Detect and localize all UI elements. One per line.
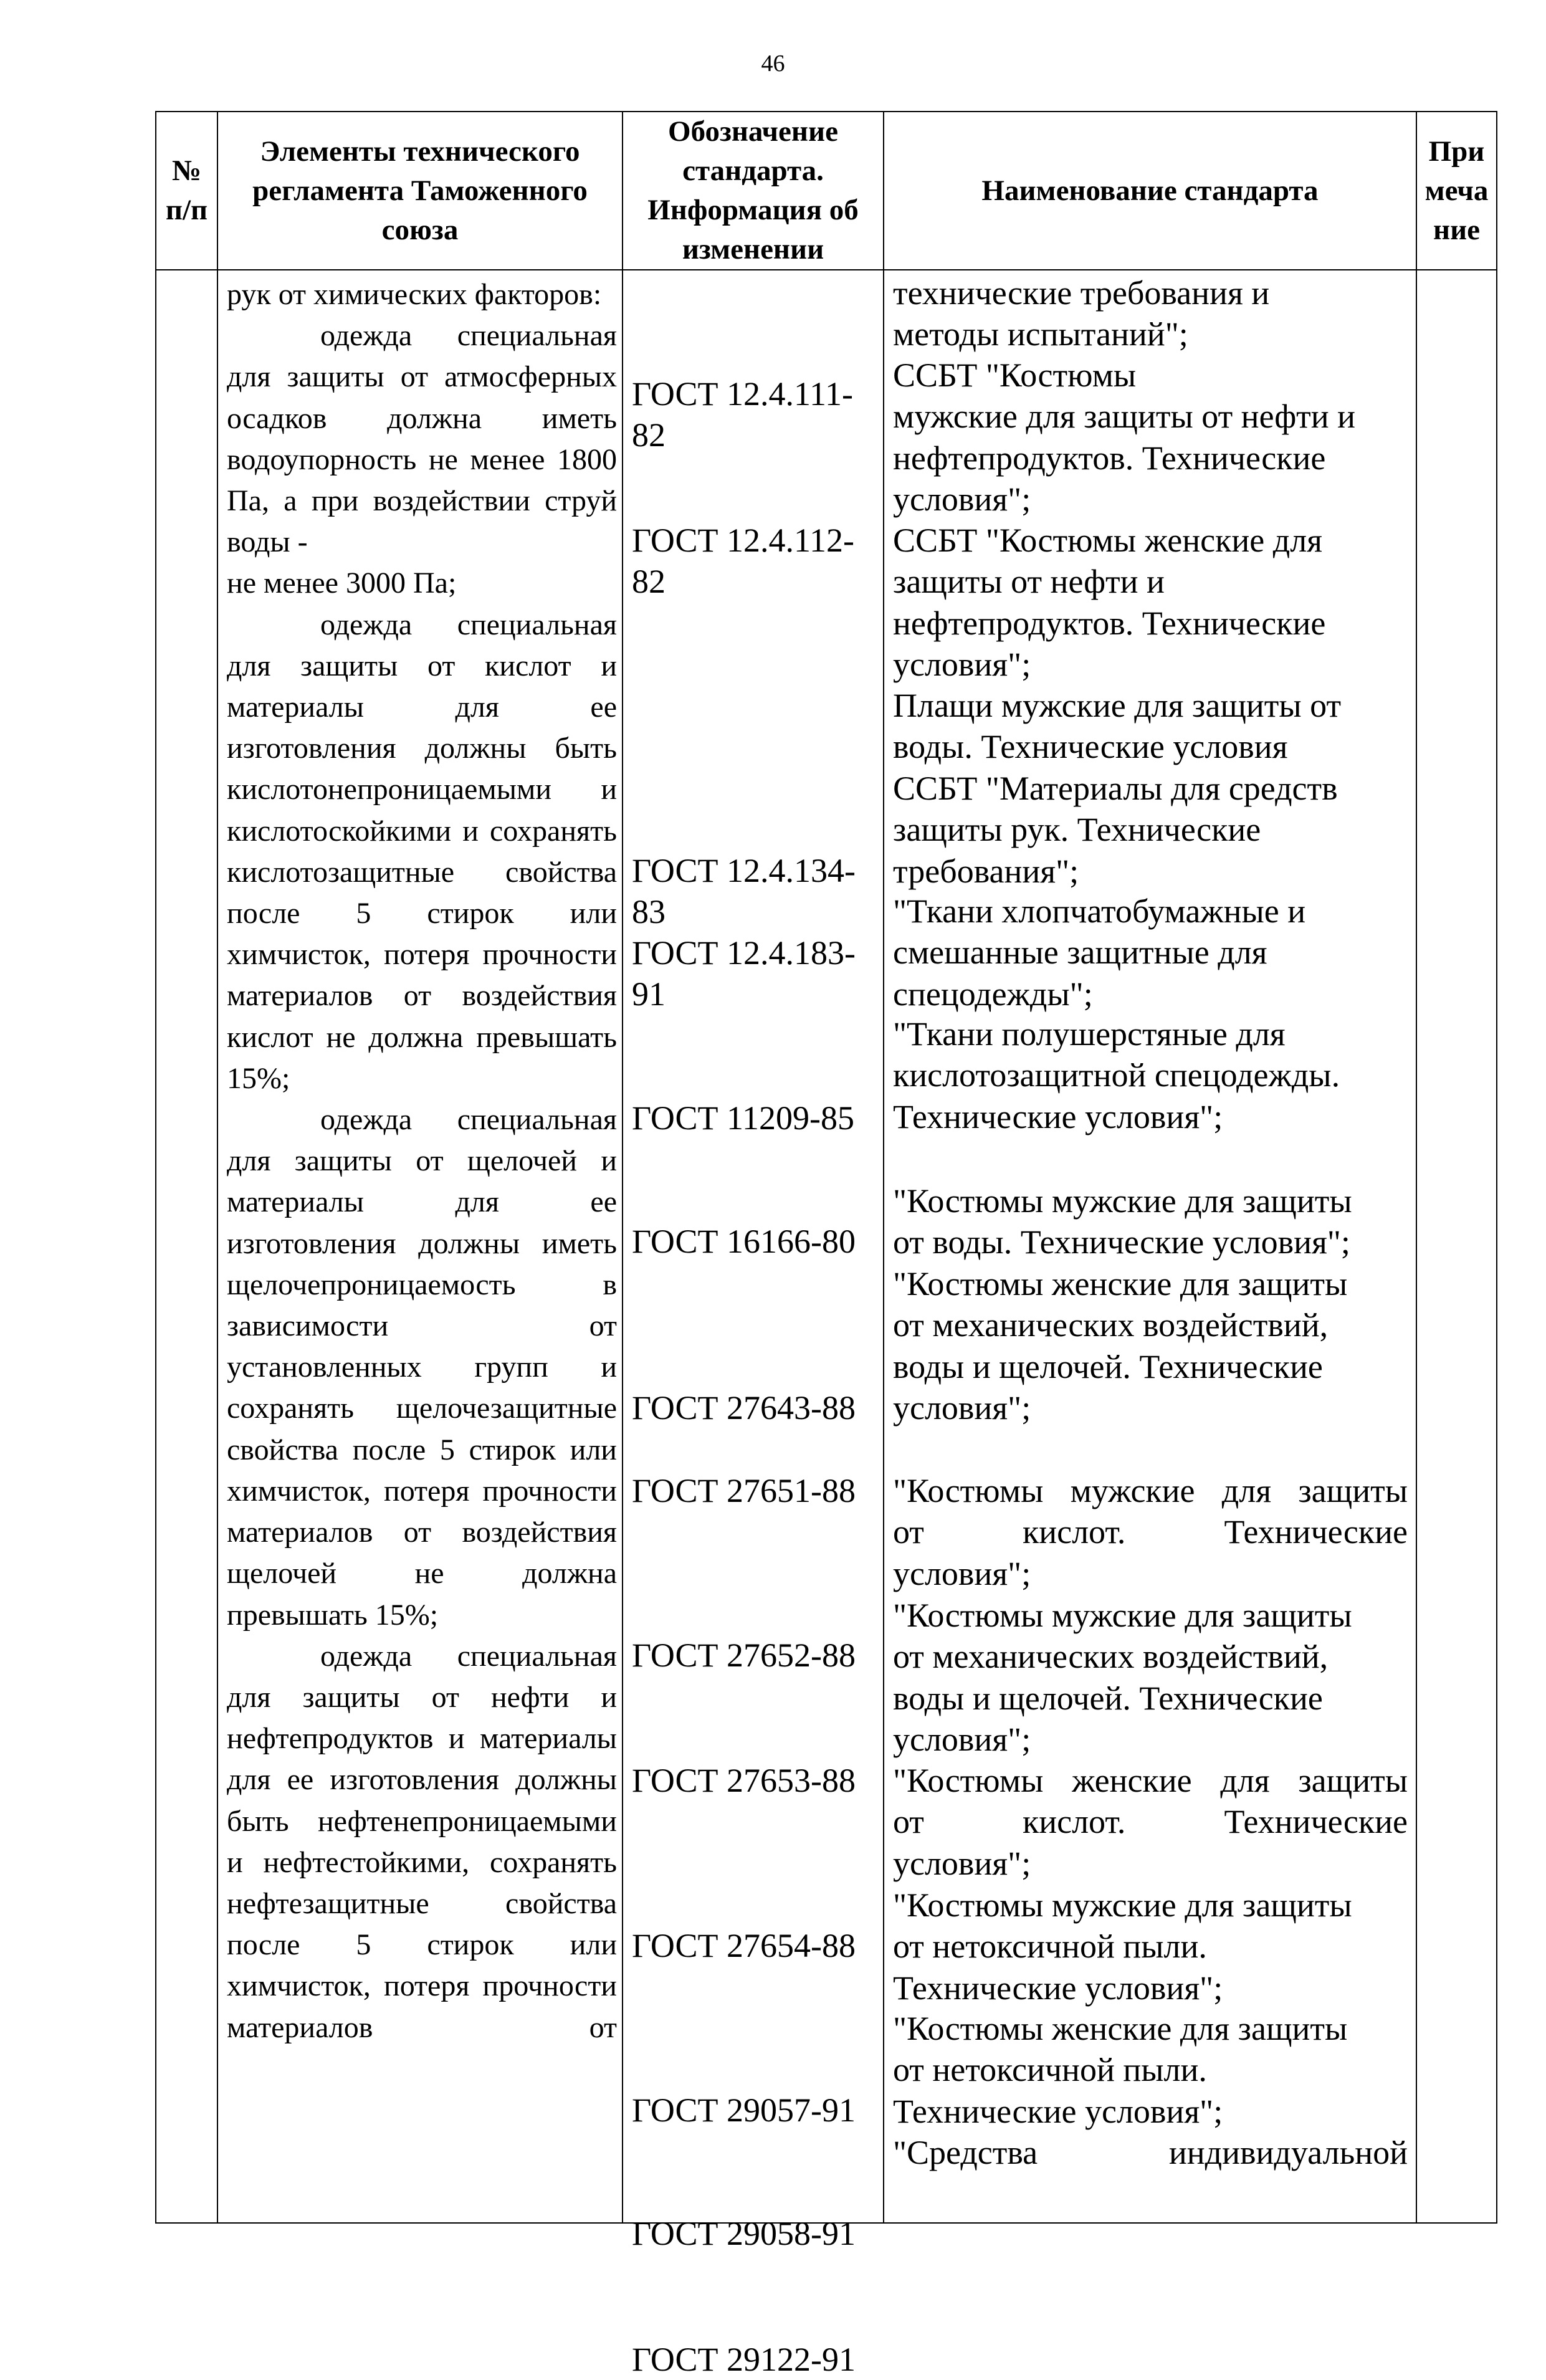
standard-name-line: спецодежды"; (893, 975, 1093, 1013)
element-paragraph: одежда специальная для защиты от атмосферных осадков должна иметь водоупорность не менее 1800 Па, а при воздействии струй воды - (227, 319, 617, 559)
standard-code-line: 83 (632, 893, 666, 930)
standard-name (893, 272, 1408, 355)
standard-code-line: ГОСТ 27651-88 (632, 1472, 856, 1509)
standard-name-line: от нетоксичной пыли. (893, 1928, 1207, 1966)
header-designation: Обозначение стандарта. Информация об изменении (623, 112, 884, 270)
standard-name (893, 1885, 1408, 2009)
standard-name (893, 1013, 1408, 1137)
standard-name (893, 1180, 1408, 1263)
standard-code-line: ГОСТ 27643-88 (632, 1389, 856, 1427)
standard-code-line: 82 (632, 416, 666, 454)
standard-name-line: мужские для защиты от нефти и (893, 398, 1356, 436)
standard-name-line: защиты от нефти и (893, 563, 1165, 601)
standard-code (632, 2090, 856, 2131)
standard-code (632, 1221, 856, 1262)
standard-name-line: воды и щелочей. Технические (893, 1347, 1323, 1385)
standard-code-line: ГОСТ 29058-91 (632, 2215, 856, 2252)
standards-table (155, 111, 1497, 2378)
standard-code (632, 520, 854, 602)
standard-name (893, 1470, 1408, 1594)
standard-name-line: воды. Технические условия (893, 728, 1288, 766)
standard-code-line: ГОСТ 27654-88 (632, 1927, 856, 1964)
standard-name-line: Плащи мужские для защиты от (893, 687, 1342, 724)
elements-cell (217, 270, 623, 2223)
standard-name-line: Технические условия"; (893, 1969, 1223, 2007)
standard-name-line: от нетоксичной пыли. (893, 2051, 1207, 2089)
standard-name (893, 2008, 1408, 2132)
standard-name-line: "Костюмы мужские для защиты (893, 1597, 1352, 1634)
standard-name-line: от механических воздействий, (893, 1638, 1329, 1676)
standard-code (632, 1925, 856, 1966)
standard-name-line: "Костюмы женские для защиты (893, 1762, 1408, 1799)
standard-code-line: ГОСТ 29122-91 (632, 2341, 856, 2378)
standard-code-line: 82 (632, 563, 666, 600)
standard-name-line: нефтепродуктов. Технические (893, 439, 1326, 477)
standard-code (632, 1635, 856, 1676)
element-paragraph: одежда специальная для защиты от нефти и нефтепродуктов и материалы для ее изготовления должны быть нефтенепроницаемыми и нефтестойкими, сохранять нефтезащитные свойства после 5 стирок или химчисток, потеря прочности материалов от (227, 1639, 617, 2044)
standard-name-line: от кислот. Технические (893, 1803, 1408, 1841)
header-name: Наименование стандарта (884, 112, 1416, 270)
standard-code-line: ГОСТ 27653-88 (632, 1762, 856, 1799)
page-number: 46 (761, 50, 785, 77)
standard-name-line: условия"; (893, 1721, 1031, 1759)
standard-name-line: условия"; (893, 1554, 1031, 1592)
standard-name-line: от кислот. Технические (893, 1513, 1408, 1551)
notes-cell (1416, 270, 1497, 2223)
standard-code-line: ГОСТ 12.4.112- (632, 522, 855, 559)
designation-cell (623, 270, 884, 2378)
standard-name-line: "Средства индивидуальной (893, 2134, 1408, 2171)
standard-name-line: от воды. Технические условия"; (893, 1223, 1350, 1261)
standard-code (632, 1387, 856, 1428)
standard-name-line: нефтепродуктов. Технические (893, 604, 1326, 642)
standard-code-line: ГОСТ 27652-88 (632, 1637, 856, 1674)
standard-name-line: Технические условия"; (893, 2092, 1223, 2130)
standard-code (632, 1470, 856, 1511)
header-num: № п/п (156, 112, 217, 270)
standard-code (632, 2339, 856, 2380)
standard-name-line: технические требования и (893, 274, 1270, 312)
standard-code (632, 850, 856, 932)
standard-code-line: ГОСТ 12.4.111- (632, 375, 854, 413)
standard-name (893, 1595, 1408, 1761)
standard-name (893, 355, 1408, 520)
standard-code-line: ГОСТ 12.4.134- (632, 852, 856, 889)
standard-code-line: ГОСТ 11209-85 (632, 1099, 855, 1137)
standard-code (632, 2213, 856, 2254)
standard-name-line: условия"; (893, 646, 1031, 684)
standard-name-line: воды и щелочей. Технические (893, 1679, 1323, 1717)
standard-name (893, 1760, 1408, 1884)
header-row (156, 112, 1497, 270)
standard-name-line: методы испытаний"; (893, 315, 1188, 353)
standard-name-line: смешанные защитные для (893, 934, 1267, 972)
header-elements: Элементы технического регламента Таможенного союза (217, 112, 623, 270)
standard-code-line: ГОСТ 12.4.183- (632, 934, 856, 972)
header-notes: Примечание (1416, 112, 1497, 270)
standard-name-line: условия"; (893, 1844, 1031, 1882)
standard-code (632, 1760, 856, 1801)
name-cell (884, 270, 1416, 2223)
standard-name-line: "Ткани хлопчатобумажные и (893, 892, 1306, 930)
standard-code-line: ГОСТ 29057-91 (632, 2091, 856, 2129)
standard-name-line: Технические условия"; (893, 1097, 1223, 1135)
standard-name (893, 891, 1408, 1015)
standard-name (893, 685, 1408, 768)
standard-name-line: "Ткани полушерстяные для (893, 1015, 1286, 1053)
standard-name-line: требования"; (893, 852, 1079, 890)
standard-name-line: "Костюмы мужские для защиты (893, 1472, 1408, 1509)
standard-name-line: ССБТ "Костюмы женские для (893, 522, 1322, 559)
standard-code-line: 91 (632, 975, 666, 1013)
standard-name-line: ССБТ "Костюмы (893, 356, 1137, 394)
standard-name (893, 520, 1408, 686)
standard-code (632, 1097, 854, 1139)
standard-name (893, 1263, 1408, 1429)
element-paragraph: одежда специальная для защиты от кислот и материалы для ее изготовления должны быть кислотонепроницаемыми и кислотоскойкими и сохранять кислотозащитные свойства после 5 стирок или химчисток, потеря прочности материалов от воздействия кислот не должна превышать 15%; (227, 608, 617, 1095)
element-paragraph: рук от химических факторов: (227, 278, 602, 311)
standard-code (632, 373, 853, 456)
standard-code-line: ГОСТ 16166-80 (632, 1223, 856, 1260)
standard-name-line: условия"; (893, 1389, 1031, 1427)
standard-name-line: условия"; (893, 480, 1031, 519)
standard-name-line: защиты рук. Технические (893, 811, 1261, 849)
standard-name (893, 768, 1408, 892)
standard-name-line: "Костюмы мужские для защиты (893, 1886, 1352, 1924)
standard-code (632, 932, 856, 1015)
standard-name-line: "Костюмы мужские для защиты (893, 1182, 1352, 1220)
standard-name (893, 2132, 1408, 2173)
num-cell (156, 270, 217, 2223)
element-paragraph: одежда специальная для защиты от щелочей и материалы для ее изготовления должны иметь щелочепроницаемость в зависимости от установленных групп и сохранять щелочезащитные свойства после 5 стирок или химчисток, потеря прочности материалов от воздействия щелочей не должна превышать 15%; (227, 1103, 617, 1632)
standard-name-line: "Костюмы женские для защиты (893, 2010, 1348, 2047)
standard-name-line: кислотозащитной спецодежды. (893, 1056, 1340, 1094)
standard-name-line: от механических воздействий, (893, 1306, 1329, 1344)
standard-name-line: "Костюмы женские для защиты (893, 1265, 1348, 1302)
standard-name-line: ССБТ "Материалы для средств (893, 770, 1338, 807)
table-row (156, 270, 1497, 2223)
element-paragraph: не менее 3000 Па; (227, 566, 457, 600)
